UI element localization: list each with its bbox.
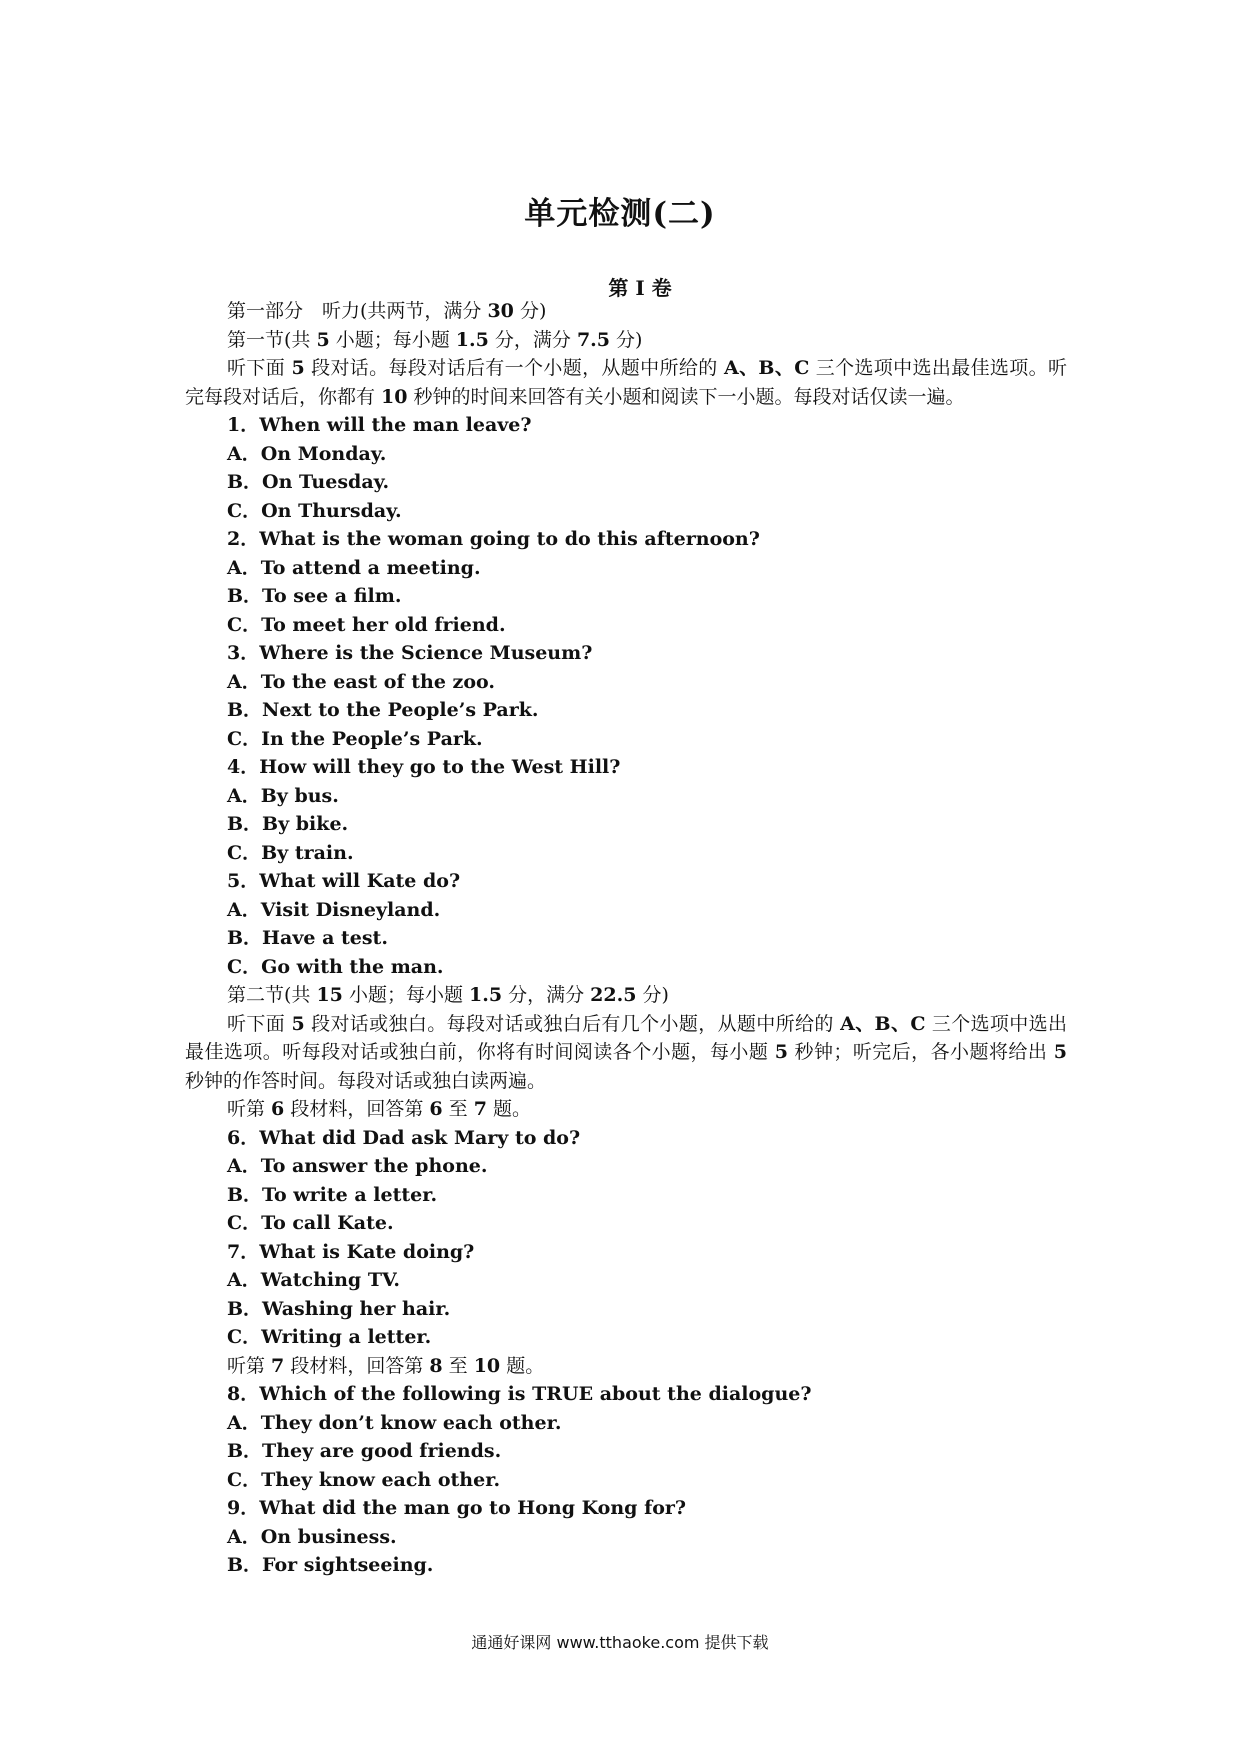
answer-option: C．They know each other. — [227, 1468, 501, 1491]
section1-heading-text2: 小题；每小题 — [329, 328, 456, 351]
answer-option: B．To see a film. — [227, 585, 402, 607]
section2-each-score: 1.5 — [469, 984, 503, 1006]
footer-credit: 通通好课网 www.tthaoke.com 提供下载 — [471, 1633, 769, 1652]
material7-from: 8 — [429, 1354, 443, 1377]
material7-text2: 段材料，回答第 — [284, 1354, 430, 1377]
material6-number: 6 — [271, 1098, 285, 1120]
answer-option: C．On Thursday. — [227, 499, 402, 522]
section1-inst-text4: 秒钟的时间来回答有关小题和阅读下一小题。每段对话仅读一遍。 — [407, 385, 965, 408]
section1-inst-text: 听下面 — [227, 357, 292, 379]
answer-option: B．To write a letter. — [227, 1183, 438, 1206]
answer-option: A．They don’t know each other. — [227, 1411, 562, 1434]
volume-heading: 第 I 卷 — [608, 276, 672, 300]
question-stem: 9．What did the man go to Hong Kong for? — [227, 1497, 687, 1519]
question-stem: 6．What did Dad ask Mary to do? — [227, 1126, 581, 1149]
question-group-material6 — [185, 1124, 1067, 1352]
material6-heading — [185, 1095, 1067, 1124]
answer-option: B．Have a test. — [227, 927, 388, 949]
section2-inst-answer-seconds: 5 — [1053, 1041, 1067, 1063]
material7-heading — [185, 1352, 1067, 1381]
material6-text2: 段材料，回答第 — [284, 1098, 430, 1120]
question-stem: 1．When will the man leave? — [227, 414, 532, 436]
part1-heading-end: 分) — [513, 300, 547, 322]
section1-inst-text2: 段对话。每段对话后有一个小题，从题中所给的 — [304, 357, 724, 379]
section2-heading — [185, 981, 1067, 1010]
question-stem: 8．Which of the following is TRUE about the dialogue? — [227, 1383, 812, 1405]
section2-inst-count: 5 — [291, 1012, 305, 1035]
section2-heading-end: 分) — [636, 984, 669, 1006]
answer-option: B．On Tuesday. — [227, 471, 390, 493]
material6-to: 7 — [473, 1098, 487, 1120]
section1-heading-end: 分) — [610, 328, 643, 351]
answer-option: B．For sightseeing. — [227, 1554, 434, 1576]
section2-inst-text4: 秒钟；听完后，各小题将给出 — [788, 1041, 1054, 1063]
answer-option: A．By bus. — [227, 784, 339, 807]
section1-inst-count: 5 — [291, 357, 305, 379]
material7-text3: 至 — [442, 1354, 474, 1377]
answer-option: C．Writing a letter. — [227, 1326, 432, 1348]
section2-inst-text2: 段对话或独白。每段对话或独白后有几个小题，从题中所给的 — [304, 1012, 841, 1035]
part1-heading-text: 第一部分 听力(共两节，满分 — [227, 300, 488, 322]
section1-heading — [185, 326, 1067, 355]
material7-text4: 题。 — [500, 1354, 545, 1377]
section1-instructions — [185, 354, 1067, 411]
material6-text4: 题。 — [486, 1098, 531, 1120]
question-stem: 3．Where is the Science Museum? — [227, 642, 593, 664]
section2-inst-text5: 秒钟的作答时间。每段对话或独白读两遍。 — [185, 1069, 547, 1092]
question-stem: 4．How will they go to the West Hill? — [227, 756, 621, 778]
part1-heading — [185, 297, 1067, 326]
section1-inst-text3: 三个选项中选出最佳选项。听完每段对话后，你都有 — [185, 357, 1067, 408]
section1-inst-seconds: 10 — [381, 385, 408, 408]
answer-option: C．Go with the man. — [227, 955, 444, 978]
exam-body — [185, 297, 1067, 1580]
material6-text: 听第 — [227, 1098, 272, 1120]
material7-to: 10 — [473, 1354, 501, 1377]
section1-count: 5 — [316, 328, 330, 351]
question-stem: 5．What will Kate do? — [227, 870, 461, 892]
answer-option: B．By bike. — [227, 813, 349, 835]
material6-from: 6 — [429, 1098, 443, 1120]
answer-option: A．On business. — [227, 1525, 397, 1548]
answer-option: A．Visit Disneyland. — [227, 898, 441, 921]
answer-option: C．By train. — [227, 841, 354, 864]
question-group-section1 — [185, 411, 1067, 981]
answer-option: A．On Monday. — [227, 442, 387, 465]
section1-heading-text: 第一节(共 — [227, 328, 317, 351]
page-title: 单元检测(二) — [524, 196, 716, 232]
section2-inst-options: A、B、C — [840, 1012, 926, 1035]
section2-heading-text: 第二节(共 — [227, 984, 317, 1006]
section1-total-score: 7.5 — [576, 328, 610, 351]
question-stem: 2．What is the woman going to do this afternoon? — [227, 528, 760, 550]
material7-number: 7 — [271, 1354, 285, 1377]
section2-instructions — [185, 1010, 1067, 1096]
answer-option: C．To meet her old friend. — [227, 613, 506, 636]
answer-option: C．To call Kate. — [227, 1212, 394, 1234]
answer-option: A．To attend a meeting. — [227, 556, 481, 579]
section2-count: 15 — [316, 984, 343, 1006]
material6-text3: 至 — [442, 1098, 474, 1120]
section2-heading-text2: 小题；每小题 — [342, 984, 469, 1006]
section2-heading-text3: 分，满分 — [502, 984, 591, 1006]
section2-inst-text3: 三个选项中选出最佳选项。听每段对话或独白前，你将有时间阅读各个小题，每小题 — [185, 1012, 1067, 1063]
answer-option: C．In the People’s Park. — [227, 727, 483, 750]
part1-score: 30 — [487, 300, 514, 322]
answer-option: A．To answer the phone. — [227, 1155, 488, 1177]
material7-text: 听第 — [227, 1354, 272, 1377]
answer-option: B．They are good friends. — [227, 1440, 502, 1462]
answer-option: B．Washing her hair. — [227, 1297, 451, 1320]
section1-inst-options: A、B、C — [723, 357, 810, 379]
section2-total-score: 22.5 — [590, 984, 637, 1006]
question-stem: 7．What is Kate doing? — [227, 1240, 475, 1263]
section1-each-score: 1.5 — [455, 328, 489, 351]
section2-inst-text: 听下面 — [227, 1012, 292, 1035]
question-group-material7 — [185, 1380, 1067, 1580]
answer-option: A．Watching TV. — [227, 1269, 401, 1291]
section2-inst-read-seconds: 5 — [774, 1041, 789, 1063]
answer-option: A．To the east of the zoo. — [227, 670, 495, 693]
answer-option: B．Next to the People’s Park. — [227, 699, 539, 721]
section1-heading-text3: 分，满分 — [488, 328, 577, 351]
